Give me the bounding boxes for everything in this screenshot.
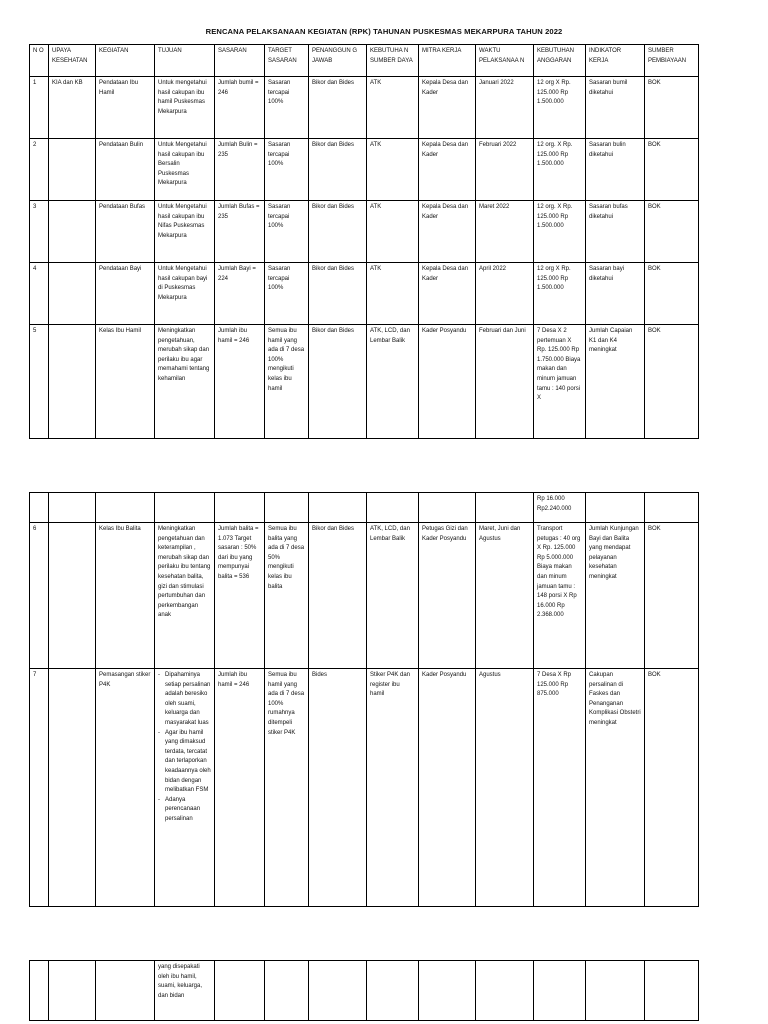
cell-anggaran: 7 Desa X Rp 125.000 Rp 875.000: [534, 669, 586, 907]
cell-tujuan: Meningkatkan pengetahuan, merubah sikap dan perilaku ibu agar memahami tentang kehamilan: [155, 325, 215, 439]
header-sumber-pembiayaan: SUMBER PEMBIAYAAN: [645, 45, 699, 77]
cell-kebutuhan-sumber-daya: ATK, LCD, dan Lembar Balik: [367, 325, 419, 439]
cell-penanggung-jawab: Bikor dan Bides: [309, 523, 367, 669]
rpk-table-page-1: [29, 44, 699, 439]
table-header-row: [30, 45, 699, 77]
list-item: - Adanya perencanaan persalinan: [158, 796, 211, 825]
cell-indikator: Sasaran bufas diketahui: [586, 201, 645, 263]
cell-kebutuhan-sumber-daya: ATK: [367, 77, 419, 139]
cell-mitra-kerja: Petugas Gizi dan Kader Posyandu: [419, 523, 476, 669]
cell-waktu: Maret 2022: [476, 201, 534, 263]
cell-sasaran: Jumlah Bulin = 235: [215, 139, 265, 201]
cell-no: 2: [30, 139, 49, 201]
header-anggaran: KEBUTUHAN ANGGARAN: [534, 45, 586, 77]
cell-mitra-kerja: Kader Posyandu: [419, 325, 476, 439]
table-row: [30, 523, 699, 669]
cell-kebutuhan-sumber-daya: ATK: [367, 139, 419, 201]
cell-target: Semua ibu hamil yang ada di 7 desa 100% mengikuti kelas ibu hamil: [265, 325, 309, 439]
table-row: [30, 77, 699, 139]
cell-kebutuhan-sumber-daya: Stiker P4K dan register ibu hamil: [367, 669, 419, 907]
cell-sumber-pembiayaan: BOK: [645, 77, 699, 139]
list-item: - Agar ibu hamil yang dimaksud terdata, tercatat dan terlaporkan keadaannya oleh bidan dengan melibatkan FSM: [158, 729, 211, 796]
cell-sumber-pembiayaan: BOK: [645, 201, 699, 263]
cell-no: 3: [30, 201, 49, 263]
cell-indikator: Sasaran bayi diketahui: [586, 263, 645, 325]
cell-no: 4: [30, 263, 49, 325]
cell-upaya: [49, 669, 96, 907]
cell-waktu: Januari 2022: [476, 77, 534, 139]
cell-sasaran: Jumlah balita = 1.073 Target sasaran : 50% dari ibu yang mempunyai balita = 536: [215, 523, 265, 669]
cell-tujuan: Meningkatkan pengetahuan dan keterampilan , merubah sikap dan perilaku ibu tentang kesehatan balita, gizi dan stimulasi pertumbuhan dan perkembangan anak: [155, 523, 215, 669]
cell-target: Sasaran tercapai 100%: [265, 77, 309, 139]
cell-sumber-pembiayaan: BOK: [645, 139, 699, 201]
cell-upaya: [49, 201, 96, 263]
cell-kegiatan: Kelas Ibu Balita: [96, 523, 155, 669]
cell-target: Sasaran tercapai 100%: [265, 263, 309, 325]
cell-sumber-pembiayaan: BOK: [645, 669, 699, 907]
header-indikator: INDIKATOR KERJA: [586, 45, 645, 77]
table-row-continuation: [30, 961, 699, 1021]
cell-indikator: Cakupan persalinan di Faskes dan Penanganan Komplikasi Obstetri meningkat: [586, 669, 645, 907]
cell-kebutuhan-sumber-daya: ATK: [367, 201, 419, 263]
cell-kegiatan: Pendataan Ibu Hamil: [96, 77, 155, 139]
header-target: TARGET SASARAN: [265, 45, 309, 77]
table-row: [30, 263, 699, 325]
cell-no: 7: [30, 669, 49, 907]
cell-sasaran: Jumlah ibu hamil = 246: [215, 669, 265, 907]
cell-mitra-kerja: Kepala Desa dan Kader: [419, 263, 476, 325]
cell-no: 1: [30, 77, 49, 139]
cell-penanggung-jawab: Bides: [309, 669, 367, 907]
header-sasaran: SASARAN: [215, 45, 265, 77]
cell-kegiatan: Kelas Ibu Hamil: [96, 325, 155, 439]
cell-sumber-pembiayaan: BOK: [645, 263, 699, 325]
cell-waktu: April 2022: [476, 263, 534, 325]
table-row: [30, 669, 699, 907]
header-waktu: WAKTU PELAKSANAA N: [476, 45, 534, 77]
header-mitra-kerja: MITRA KERJA: [419, 45, 476, 77]
table-row: [30, 201, 699, 263]
cell-anggaran: 12 org X Rp. 125.000 Rp 1.500.000: [534, 263, 586, 325]
cell-penanggung-jawab: Bikor dan Bides: [309, 201, 367, 263]
cell-no: 5: [30, 325, 49, 439]
cell-waktu: Februari dan Juni: [476, 325, 534, 439]
cell-target: Sasaran tercapai 100%: [265, 139, 309, 201]
header-penanggung-jawab: PENANGGUN G JAWAB: [309, 45, 367, 77]
cell-kegiatan: Pendataan Bulin: [96, 139, 155, 201]
cell-tujuan: Untuk Mengetahui hasil cakupan bayi di Puskesmas Mekarpura: [155, 263, 215, 325]
cell-target: Semua ibu hamil yang ada di 7 desa 100% rumahnya ditempeli stiker P4K: [265, 669, 309, 907]
cell-penanggung-jawab: Bikor dan Bides: [309, 263, 367, 325]
list-item: - Dipahaminya setiap persalinan adalah beresiko oleh suami, keluarga dan masyarakat luas: [158, 671, 211, 729]
cell-tujuan: Untuk mengetahui hasil cakupan ibu hamil Puskesmas Mekarpura: [155, 77, 215, 139]
cell-sumber-pembiayaan: BOK: [645, 523, 699, 669]
cell-anggaran: 12 org X Rp. 125.000 Rp 1.500.000: [534, 77, 586, 139]
cell-target: Sasaran tercapai 100%: [265, 201, 309, 263]
table-row-continuation: [30, 493, 699, 523]
cell-tujuan: [155, 669, 215, 907]
header-kebutuhan-sumber-daya: KEBUTUHA N SUMBER DAYA: [367, 45, 419, 77]
cell-mitra-kerja: Kepala Desa dan Kader: [419, 77, 476, 139]
tujuan-bullet-list: [158, 671, 211, 825]
table-row: [30, 325, 699, 439]
cell-kegiatan: Pemasangan stiker P4K: [96, 669, 155, 907]
cell-anggaran: Transport petugas : 40 org X Rp. 125.000 Rp 5.000.000 Biaya makan dan minum jamuan tamu : 148 porsi X Rp 16.000 Rp 2.368.000: [534, 523, 586, 669]
cell-upaya: [49, 263, 96, 325]
cell-waktu: Agustus: [476, 669, 534, 907]
cell-upaya: [49, 139, 96, 201]
cell-sumber-pembiayaan: BOK: [645, 325, 699, 439]
cell-waktu: Maret, Juni dan Agustus: [476, 523, 534, 669]
cell-tujuan-continued: yang disepakati oleh ibu hamil, suami, keluarga, dan bidan: [155, 961, 215, 1021]
cell-sasaran: Jumlah Bayi = 224: [215, 263, 265, 325]
cell-sasaran: Jumlah ibu hamil = 246: [215, 325, 265, 439]
cell-anggaran: 7 Desa X 2 pertemuan X Rp. 125.000 Rp 1.750.000 Biaya makan dan minum jamuan tamu : 140 porsi X: [534, 325, 586, 439]
header-tujuan: TUJUAN: [155, 45, 215, 77]
cell-mitra-kerja: Kepala Desa dan Kader: [419, 139, 476, 201]
cell-kebutuhan-sumber-daya: ATK, LCD, dan Lembar Balik: [367, 523, 419, 669]
cell-kegiatan: Pendataan Bayi: [96, 263, 155, 325]
rpk-table-page-3: [29, 960, 699, 1021]
cell-target: Semua ibu balita yang ada di 7 desa 50% mengikuti kelas ibu balita: [265, 523, 309, 669]
cell-no: 6: [30, 523, 49, 669]
header-kegiatan: KEGIATAN: [96, 45, 155, 77]
cell-anggaran: 12 org. X Rp. 125.000 Rp 1.500.000: [534, 201, 586, 263]
cell-indikator: Sasaran bumil diketahui: [586, 77, 645, 139]
cell-penanggung-jawab: Bikor dan Bides: [309, 77, 367, 139]
cell-upaya: KIA dan KB: [49, 77, 96, 139]
cell-kegiatan: Pendataan Bufas: [96, 201, 155, 263]
header-no: N O: [30, 45, 49, 77]
cell-sasaran: Jumlah Bufas = 235: [215, 201, 265, 263]
cell-indikator: Sasaran bulin diketahui: [586, 139, 645, 201]
cell-penanggung-jawab: Bikor dan Bides: [309, 325, 367, 439]
cell-mitra-kerja: Kader Posyandu: [419, 669, 476, 907]
cell-tujuan: Untuk Mengetahui hasil cakupan ibu Bersalin Puskesmas Mekarpura: [155, 139, 215, 201]
cell-indikator: Jumlah Kunjungan Bayi dan Balita yang mendapat pelayanan kesehatan meningkat: [586, 523, 645, 669]
rpk-table-page-2: [29, 492, 699, 907]
cell-tujuan: Untuk Mengetahui hasil cakupan ibu Nifas Puskesmas Mekarpura: [155, 201, 215, 263]
cell-upaya: [49, 325, 96, 439]
cell-waktu: Februari 2022: [476, 139, 534, 201]
document-title: RENCANA PELAKSANAAN KEGIATAN (RPK) TAHUNAN PUSKESMAS MEKARPURA TAHUN 2022: [205, 27, 563, 36]
table-row: [30, 139, 699, 201]
cell-kebutuhan-sumber-daya: ATK: [367, 263, 419, 325]
cell-anggaran-continued: Rp 16.000 Rp2.240.000: [534, 493, 586, 523]
header-upaya: UPAYA KESEHATAN: [49, 45, 96, 77]
cell-mitra-kerja: Kepala Desa dan Kader: [419, 201, 476, 263]
cell-sasaran: Jumlah bumil = 246: [215, 77, 265, 139]
cell-penanggung-jawab: Bikor dan Bides: [309, 139, 367, 201]
cell-anggaran: 12 org. X Rp. 125.000 Rp 1.500.000: [534, 139, 586, 201]
cell-upaya: [49, 523, 96, 669]
cell-indikator: Jumlah Capaian K1 dan K4 meningkat: [586, 325, 645, 439]
